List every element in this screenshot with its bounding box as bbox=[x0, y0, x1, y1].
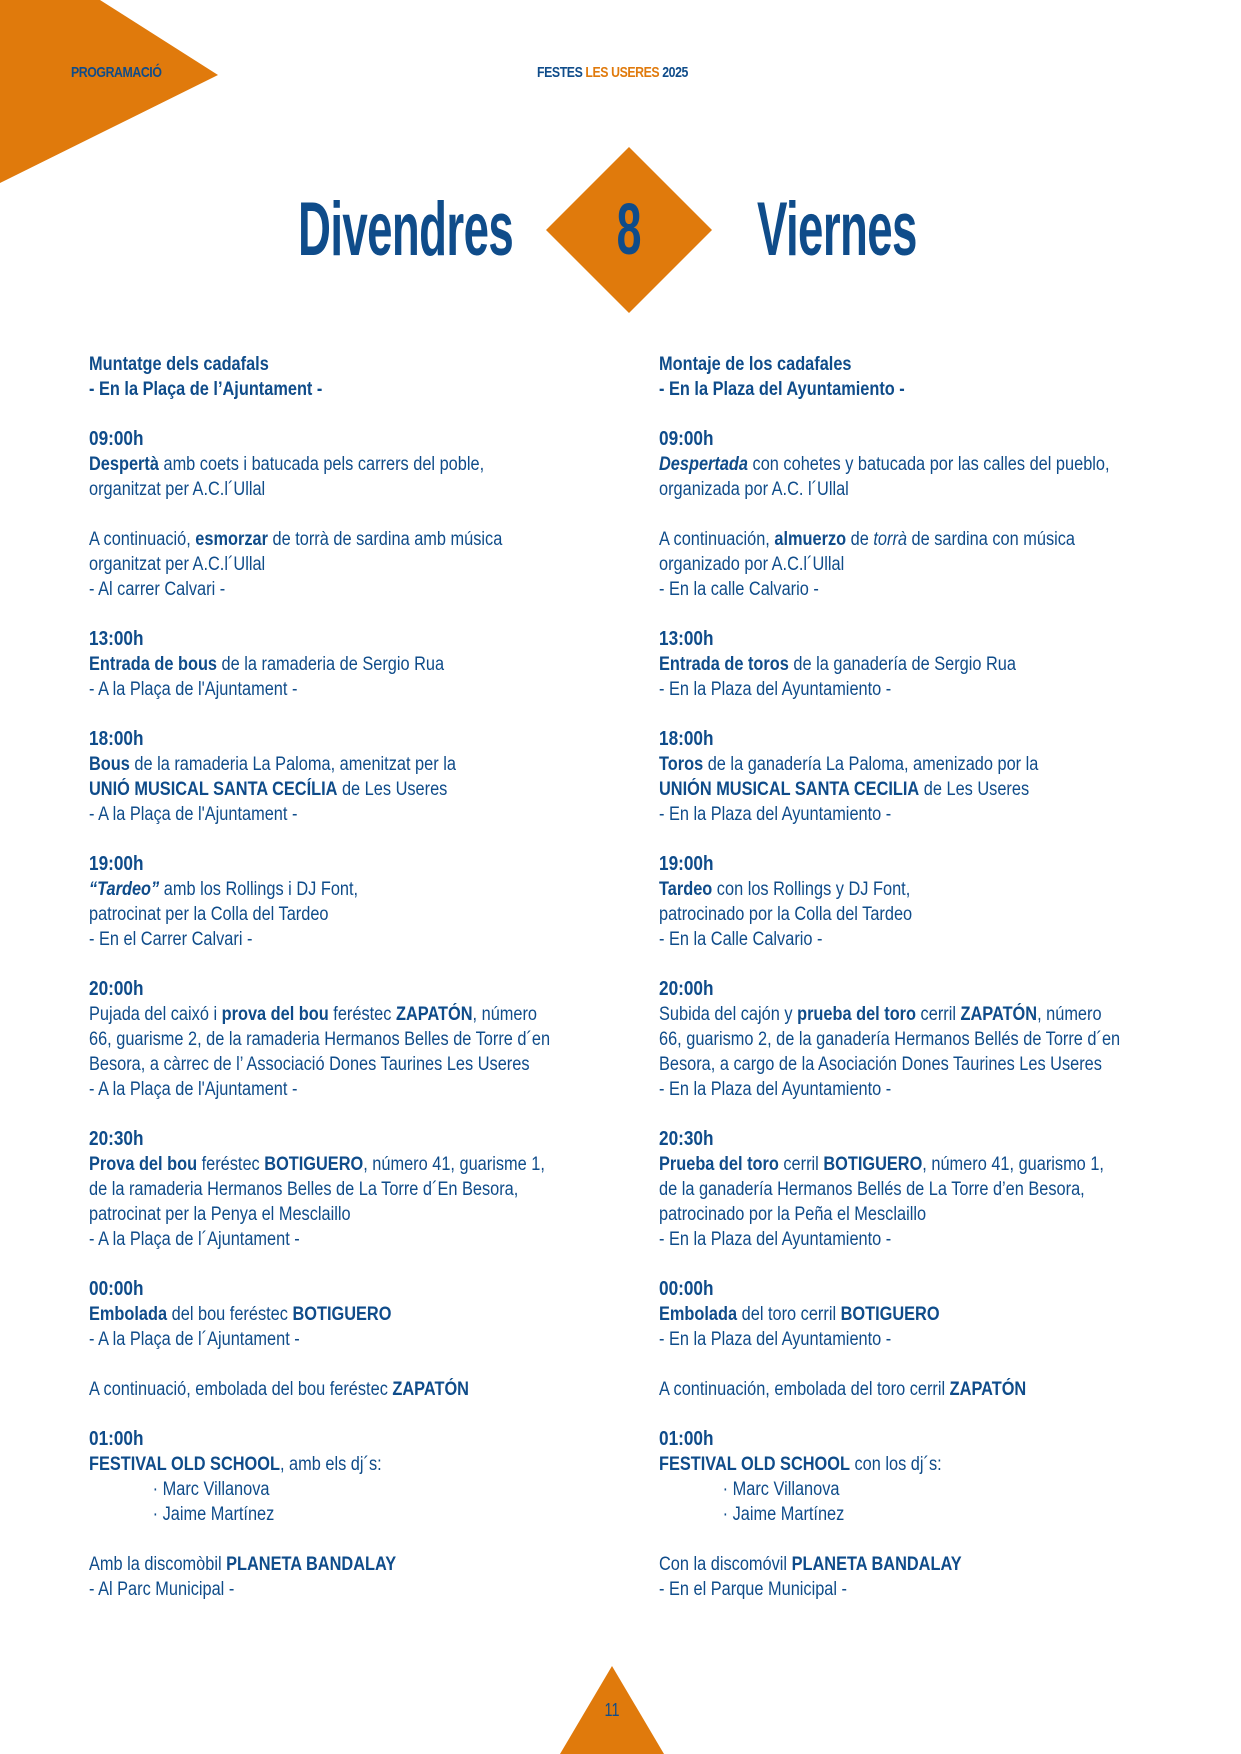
entry-location: - En la Plaza del Ayuntamiento - bbox=[659, 1229, 892, 1250]
entry-location: - En la Plaza del Ayuntamiento - bbox=[659, 1329, 892, 1350]
entry-text: UNIÓN MUSICAL SANTA CECILIA de Les Useres bbox=[659, 779, 1030, 800]
schedule-entry bbox=[659, 1552, 1199, 1602]
dj-list-item: · Jaime Martínez bbox=[722, 1504, 845, 1525]
entry-location: - A la Plaça de l'Ajuntament - bbox=[89, 804, 298, 825]
entry-location: - En el Carrer Calvari - bbox=[89, 929, 253, 950]
dj-list-item: · Jaime Martínez bbox=[152, 1504, 275, 1525]
entry-time: 20:00h bbox=[659, 978, 714, 1000]
schedule-entry bbox=[659, 352, 1199, 402]
entry-text: 66, guarisme 2, de la ramaderia Hermanos Belles de Torre d´en bbox=[89, 1029, 551, 1050]
entry-location: - En la Calle Calvario - bbox=[659, 929, 823, 950]
entry-text: Entrada de bous de la ramaderia de Sergio Rua bbox=[89, 654, 445, 675]
entry-text: A continuació, esmorzar de torrà de sardina amb música bbox=[89, 529, 503, 550]
page-number: 11 bbox=[604, 1700, 620, 1720]
entry-time: 09:00h bbox=[659, 428, 714, 450]
day-name-spanish: Viernes bbox=[757, 187, 917, 272]
entry-location: - En la Plaza del Ayuntamiento - bbox=[659, 804, 892, 825]
schedule-entry bbox=[659, 727, 1199, 827]
section-label: PROGRAMACIÓ bbox=[71, 64, 162, 81]
entry-location: - En la Plaza del Ayuntamiento - bbox=[659, 679, 892, 700]
entry-text: UNIÓ MUSICAL SANTA CECÍLIA de Les Useres bbox=[89, 779, 448, 800]
entry-time: 09:00h bbox=[89, 428, 144, 450]
entry-time: 19:00h bbox=[659, 853, 714, 875]
schedule-entry bbox=[659, 427, 1199, 502]
entry-text: Tardeo con los Rollings y DJ Font, bbox=[659, 879, 911, 900]
entry-text: Toros de la ganadería La Paloma, amenizado por la bbox=[659, 754, 1039, 775]
entry-time: 00:00h bbox=[89, 1278, 144, 1300]
entry-text: FESTIVAL OLD SCHOOL, amb els dj´s: bbox=[89, 1454, 382, 1475]
schedule-column-catalan bbox=[89, 352, 629, 1627]
entry-location: - En el Parque Municipal - bbox=[659, 1579, 848, 1600]
entry-text: Con la discomóvil PLANETA BANDALAY bbox=[659, 1554, 962, 1575]
entry-text: Embolada del bou feréstec BOTIGUERO bbox=[89, 1304, 392, 1325]
schedule-entry bbox=[89, 1277, 629, 1352]
entry-text: Despertà amb coets i batucada pels carrers del poble, bbox=[89, 454, 485, 475]
entry-text: A continuación, almuerzo de torrà de sardina con música bbox=[659, 529, 1076, 550]
entry-location: - En la calle Calvario - bbox=[659, 579, 819, 600]
entry-title: Muntatge dels cadafals bbox=[89, 354, 269, 375]
schedule-entry bbox=[89, 527, 629, 602]
entry-text: A continuación, embolada del toro cerril ZAPATÓN bbox=[659, 1379, 1027, 1400]
entry-text: Embolada del toro cerril BOTIGUERO bbox=[659, 1304, 940, 1325]
entry-location: - A la Plaça de l'Ajuntament - bbox=[89, 679, 298, 700]
schedule-entry bbox=[659, 627, 1199, 702]
entry-location: - A la Plaça de l´Ajuntament - bbox=[89, 1329, 300, 1350]
entry-location: - En la Plaça de l’Ajuntament - bbox=[89, 379, 323, 400]
schedule-entry bbox=[89, 627, 629, 702]
entry-text: “Tardeo” amb los Rollings i DJ Font, bbox=[89, 879, 359, 900]
entry-time: 19:00h bbox=[89, 853, 144, 875]
schedule-entry bbox=[89, 977, 629, 1102]
entry-text: organizada por A.C. l´Ullal bbox=[659, 479, 849, 500]
entry-text: patrocinado por la Colla del Tardeo bbox=[659, 904, 913, 925]
entry-text: Besora, a cargo de la Asociación Dones Taurines Les Useres bbox=[659, 1054, 1102, 1075]
entry-text: FESTIVAL OLD SCHOOL con los dj´s: bbox=[659, 1454, 942, 1475]
entry-time: 01:00h bbox=[89, 1428, 144, 1450]
entry-time: 13:00h bbox=[89, 628, 144, 650]
schedule-entry bbox=[89, 1427, 629, 1527]
entry-text: organizado por A.C.l´Ullal bbox=[659, 554, 845, 575]
schedule-entry bbox=[659, 1127, 1199, 1252]
entry-location: - En la Plaza del Ayuntamiento - bbox=[659, 379, 905, 400]
dj-list-item: · Marc Villanova bbox=[152, 1479, 270, 1500]
entry-text: de la ganadería Hermanos Bellés de La Torre d’en Besora, bbox=[659, 1179, 1085, 1200]
entry-text: Amb la discomòbil PLANETA BANDALAY bbox=[89, 1554, 397, 1575]
schedule-entry bbox=[89, 1377, 629, 1402]
entry-text: patrocinat per la Colla del Tardeo bbox=[89, 904, 329, 925]
schedule-entry bbox=[89, 852, 629, 952]
schedule-entry bbox=[89, 727, 629, 827]
day-name-catalan: Divendres bbox=[298, 187, 514, 272]
entry-time: 20:30h bbox=[659, 1128, 714, 1150]
schedule-entry bbox=[659, 1427, 1199, 1527]
schedule-entry bbox=[659, 852, 1199, 952]
entry-text: patrocinado por la Peña el Mesclaillo bbox=[659, 1204, 927, 1225]
entry-text: Subida del cajón y prueba del toro cerril ZAPATÓN, número bbox=[659, 1004, 1102, 1025]
entry-time: 20:30h bbox=[89, 1128, 144, 1150]
entry-time: 00:00h bbox=[659, 1278, 714, 1300]
schedule-entry bbox=[89, 1127, 629, 1252]
entry-location: - Al Parc Municipal - bbox=[89, 1579, 235, 1600]
entry-time: 13:00h bbox=[659, 628, 714, 650]
entry-text: Entrada de toros de la ganadería de Sergio Rua bbox=[659, 654, 1016, 675]
entry-text: 66, guarismo 2, de la ganadería Hermanos Bellés de Torre d´en bbox=[659, 1029, 1121, 1050]
entry-text: Prueba del toro cerril BOTIGUERO, número 41, guarismo 1, bbox=[659, 1154, 1104, 1175]
entry-location: - A la Plaça de l'Ajuntament - bbox=[89, 1079, 298, 1100]
schedule-entry bbox=[659, 1377, 1199, 1402]
entry-text: patrocinat per la Penya el Mesclaillo bbox=[89, 1204, 351, 1225]
entry-time: 18:00h bbox=[659, 728, 714, 750]
entry-location: - Al carrer Calvari - bbox=[89, 579, 226, 600]
entry-location: - En la Plaza del Ayuntamiento - bbox=[659, 1079, 892, 1100]
schedule-column-spanish bbox=[659, 352, 1199, 1627]
schedule-entry bbox=[89, 1552, 629, 1602]
entry-text: organitzat per A.C.l´Ullal bbox=[89, 554, 266, 575]
entry-text: Despertada con cohetes y batucada por las calles del pueblo, bbox=[659, 454, 1110, 475]
day-number: 8 bbox=[616, 190, 642, 270]
schedule-entry bbox=[659, 1277, 1199, 1352]
entry-title: Montaje de los cadafales bbox=[659, 354, 852, 375]
schedule-entry bbox=[89, 427, 629, 502]
entry-time: 01:00h bbox=[659, 1428, 714, 1450]
entry-time: 20:00h bbox=[89, 978, 144, 1000]
entry-text: Prova del bou feréstec BOTIGUERO, número 41, guarisme 1, bbox=[89, 1154, 545, 1175]
schedule-entry bbox=[89, 352, 629, 402]
entry-text: Bous de la ramaderia La Paloma, amenitzat per la bbox=[89, 754, 456, 775]
entry-text: Besora, a càrrec de l’ Associació Dones Taurines Les Useres bbox=[89, 1054, 530, 1075]
header-title: FESTES LES USERES 2025 bbox=[537, 64, 688, 81]
schedule-entry bbox=[659, 977, 1199, 1102]
entry-text: organitzat per A.C.l´Ullal bbox=[89, 479, 266, 500]
entry-text: Pujada del caixó i prova del bou feréstec ZAPATÓN, número bbox=[89, 1004, 538, 1025]
schedule-entry bbox=[659, 527, 1199, 602]
corner-triangle-decoration bbox=[0, 0, 220, 185]
dj-list-item: · Marc Villanova bbox=[722, 1479, 840, 1500]
entry-text: de la ramaderia Hermanos Belles de La Torre d´En Besora, bbox=[89, 1179, 519, 1200]
entry-time: 18:00h bbox=[89, 728, 144, 750]
entry-text: A continuació, embolada del bou feréstec ZAPATÓN bbox=[89, 1379, 469, 1400]
entry-location: - A la Plaça de l´Ajuntament - bbox=[89, 1229, 300, 1250]
